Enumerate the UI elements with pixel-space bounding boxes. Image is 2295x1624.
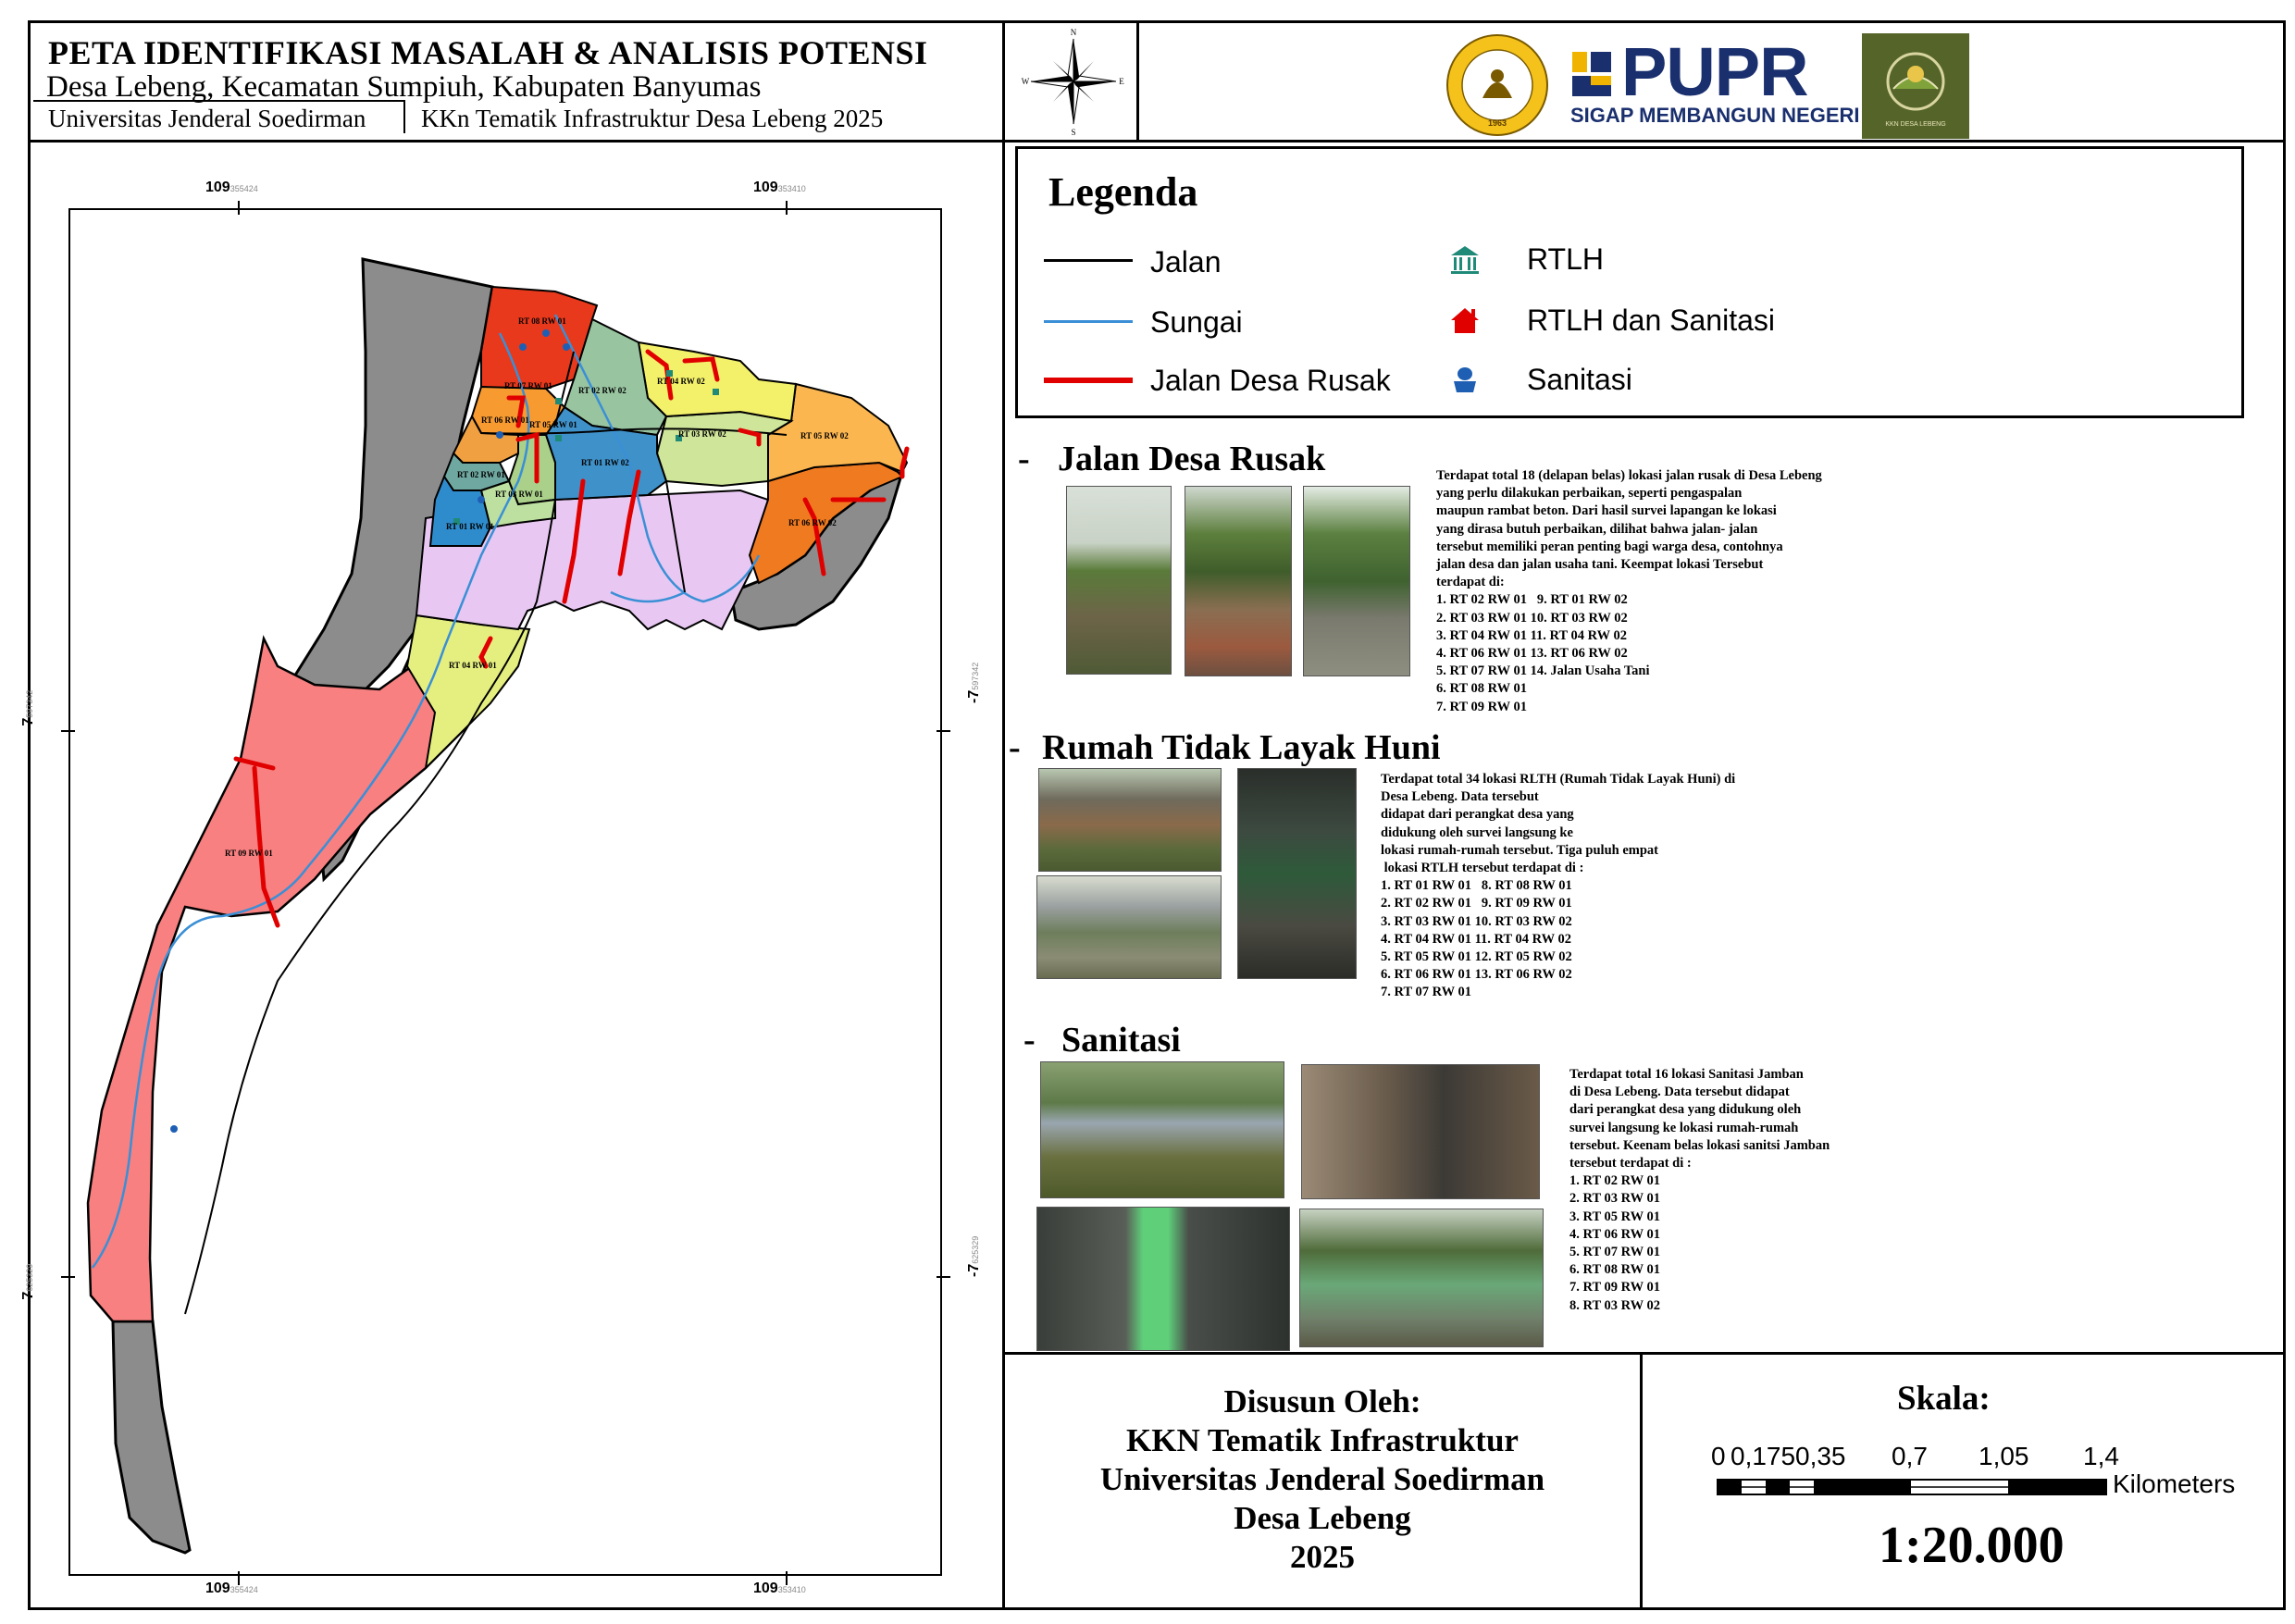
footer-divider <box>1002 1352 2286 1355</box>
label-rt09-rw01: RT 09 RW 01 <box>225 849 273 858</box>
scale-tick-3: 0,7 <box>1892 1442 1928 1470</box>
rtlh-description: Terdapat total 34 lokasi RLTH (Rumah Tidak Layak Huni) di Desa Lebeng. Data tersebut didapat dari perangkat desa yang didukung oleh survei langsung ke lokasi rumah-rumah tersebut. Tiga puluh empat lokasi RTLH tersebut terdapat di : 1. RT 01 RW 01 8. RT 08 RW 01 2. RT 02 RW 01 9. RT 09 RW 01 3. RT 03 RW 01 10. RT 03 RW 02 4. RT 04 RW 01 11. RT 04 RW 02 5. RT 05 RW 01 12. RT 05 RW 02 6. RT 06 RW 01 13. RT 06 RW 02 7. RT 07 RW 01 <box>1381 772 1736 1000</box>
legend-damaged-road-label: Jalan Desa Rusak <box>1150 364 1391 397</box>
legend-rtlh-sanitasi-label: RTLH dan Sanitasi <box>1527 304 1775 337</box>
label-rt04-rw01: RT 04 RW 01 <box>449 661 497 670</box>
sanitasi-icon <box>1449 365 1481 396</box>
credits-line4: Desa Lebeng <box>1234 1500 1411 1536</box>
jalan-photo-2 <box>1185 486 1292 676</box>
program-name: KKn Tematik Infrastruktur Desa Lebeng 2025 <box>421 105 884 132</box>
sanitasi-photo-3 <box>1036 1207 1290 1351</box>
jalan-section-title: Jalan Desa Rusak <box>1058 440 1326 478</box>
rtlh-photo-3 <box>1036 875 1222 979</box>
compass-e: E <box>1119 77 1124 86</box>
credits-line1: Disusun Oleh: <box>1223 1383 1421 1419</box>
label-rt02-rw01: RT 02 RW 01 <box>457 470 505 479</box>
jalan-description: Terdapat total 18 (delapan belas) lokasi jalan rusak di Desa Lebeng yang perlu dilakukan perbaikan, seperti pengaspalan maupun rambat beton. Dari hasil survei lapangan ke lokasi yang dirasa butuh perbaikan, dilihat bahwa jalan- jalan tersebut memiliki peran penting bagi warga desa, contohnya jalan desa dan jalan usaha tani. Keempat lokasi Tersebut terdapat di: 1. RT 02 RW 01 9. RT 01 RW 02 2. RT 03 RW 01 10. RT 03 RW 02 3. RT 04 RW 01 11. RT 04 RW 02 4. RT 06 RW 01 13. RT 06 RW 02 5. RT 07 RW 01 14. Jalan Usaha Tani 6. RT 08 RW 01 7. RT 09 RW 01 <box>1436 468 1822 714</box>
label-rt01-rw01: RT 01 RW 01 <box>446 522 494 531</box>
credits-line3: Universitas Jenderal Soedirman <box>1099 1461 1545 1497</box>
credits-line5: 2025 <box>1290 1539 1355 1575</box>
map-title: PETA IDENTIFIKASI MASALAH & ANALISIS POTENSI <box>48 34 928 71</box>
lon-tick-top-right: 109353410 <box>753 180 806 195</box>
lon-tick-top-left: 109355424 <box>205 180 258 195</box>
legend-sanitasi-label: Sanitasi <box>1527 363 1632 396</box>
label-rt08-rw01: RT 08 RW 01 <box>518 316 566 326</box>
legend-river-label: Sungai <box>1150 305 1243 339</box>
label-rt04-rw02: RT 04 RW 02 <box>657 377 705 386</box>
rtlh-sanitasi-icon <box>1449 305 1481 337</box>
scale-unit: Kilometers <box>2113 1469 2236 1498</box>
scale-tick-2: 0,35 <box>1795 1442 1846 1470</box>
footer-vdivider <box>1640 1352 1643 1610</box>
scale-tick-5: 1,4 <box>2083 1442 2119 1470</box>
legend-title: Legenda <box>1048 169 1198 215</box>
label-rt06-rw01: RT 06 RW 01 <box>481 415 529 425</box>
village-map <box>0 0 1002 1610</box>
compass-divider <box>1136 20 1139 141</box>
label-rt02-rw02: RT 02 RW 02 <box>578 386 626 395</box>
kkn-logo-caption: KKN DESA LEBENG <box>1885 121 1946 128</box>
legend-river-swatch <box>1044 320 1133 323</box>
scale-tick-1: 0,175 <box>1731 1442 1796 1470</box>
legend-road-label: Jalan <box>1150 245 1222 279</box>
pupr-emblem-icon <box>1570 48 1615 102</box>
sanitasi-photo-4 <box>1299 1209 1544 1347</box>
rtlh-photo-2 <box>1237 768 1357 979</box>
compass-w: W <box>1021 77 1030 86</box>
lon-tick-bottom-left: 109355424 <box>205 1581 258 1596</box>
compass-rose-icon <box>1018 26 1129 137</box>
credits-line2: KKN Tematik Infrastruktur <box>1126 1422 1519 1458</box>
legend-rtlh-label: RTLH <box>1527 242 1604 276</box>
scale-tick-4: 1,05 <box>1979 1442 2029 1470</box>
svg-text:1963: 1963 <box>1487 118 1507 128</box>
lat-tick-right-upper: -7597342 <box>966 662 982 703</box>
credits-block <box>1005 1382 1640 1577</box>
compass-n: N <box>1070 28 1077 37</box>
label-rt07-rw01: RT 07 RW 01 <box>504 381 552 391</box>
pupr-logo-text: PUPR <box>1621 33 1808 110</box>
legend-road-swatch <box>1044 259 1133 262</box>
lat-tick-left-upper: -7597342 <box>20 689 36 731</box>
sanitasi-description: Terdapat total 16 lokasi Sanitasi Jamban di Desa Lebeng. Data tersebut didapat dari perangkat desa yang didukung oleh survei langsung ke lokasi rumah-rumah tersebut. Keenam belas lokasi sanitsi Jamban tersebut terdapat di : 1. RT 02 RW 01 2. RT 03 RW 01 3. RT 05 RW 01 4. RT 06 RW 01 5. RT 07 RW 01 6. RT 08 RW 01 7. RT 09 RW 01 8. RT 03 RW 02 <box>1569 1067 1830 1313</box>
jalan-photo-1 <box>1066 486 1172 675</box>
pupr-tagline: SIGAP MEMBANGUN NEGERI <box>1570 104 1860 127</box>
map-subtitle: Desa Lebeng, Kecamatan Sumpiuh, Kabupaten Banyumas <box>46 70 762 104</box>
scale-bar <box>1717 1479 2107 1495</box>
jalan-dash: - <box>1018 440 1030 478</box>
sanitasi-section-title: Sanitasi <box>1061 1021 1181 1060</box>
neighbour-area-south <box>113 1321 190 1553</box>
legend-damaged-road-swatch <box>1044 378 1133 383</box>
scale-ratio: 1:20.000 <box>1879 1517 2065 1574</box>
label-rt05-rw01: RT 05 RW 01 <box>529 420 577 429</box>
sanitasi-photo-1 <box>1040 1061 1284 1198</box>
unsoed-seal-icon <box>1445 33 1549 137</box>
label-rt06-rw02: RT 06 RW 02 <box>788 518 837 527</box>
main-divider <box>1002 20 1005 1610</box>
university-name: Universitas Jenderal Soedirman <box>48 105 366 132</box>
kkn-lebeng-logo-icon <box>1862 33 1969 139</box>
label-rt05-rw02: RT 05 RW 02 <box>800 431 849 440</box>
lat-tick-left-lower: -7625329 <box>20 1263 36 1305</box>
scale-tick-0: 0 <box>1711 1442 1726 1470</box>
sanitasi-dash: - <box>1023 1021 1036 1060</box>
sanitasi-photo-2 <box>1301 1064 1540 1199</box>
rtlh-photo-1 <box>1038 768 1222 872</box>
rtlh-dash: - <box>1009 728 1021 767</box>
rtlh-section-title: Rumah Tidak Layak Huni <box>1042 728 1441 767</box>
jalan-photo-3 <box>1303 486 1410 676</box>
label-rt03-rw02: RT 03 RW 02 <box>678 429 726 439</box>
label-rt03-rw01: RT 03 RW 01 <box>495 490 543 499</box>
rtlh-icon <box>1449 244 1481 276</box>
lat-tick-right-lower: -7625329 <box>966 1235 982 1277</box>
scale-title: Skala: <box>1897 1380 1991 1418</box>
label-rt01-rw02: RT 01 RW 02 <box>581 458 629 467</box>
compass-s: S <box>1071 128 1076 137</box>
lon-tick-bottom-right: 109353410 <box>753 1581 806 1596</box>
